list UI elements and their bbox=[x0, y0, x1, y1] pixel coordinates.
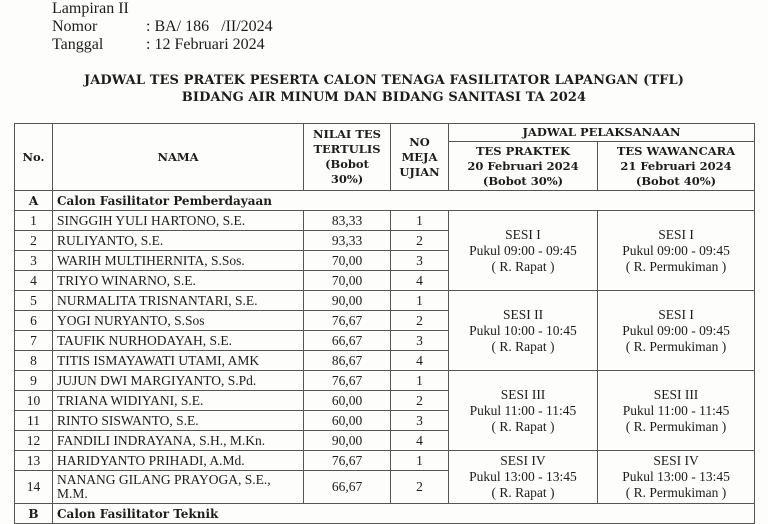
col-header-wawancara-line: 21 Februari 2024 bbox=[620, 158, 732, 173]
row-number: 10 bbox=[15, 391, 53, 411]
col-header-praktek-line: TES PRAKTEK bbox=[475, 143, 571, 158]
written-test-score: 76,67 bbox=[304, 311, 391, 331]
participant-name: TRIYO WINARNO, S.E. bbox=[53, 271, 304, 291]
col-header-nilai-line: TERTULIS bbox=[313, 142, 381, 156]
desk-number: 3 bbox=[391, 251, 449, 271]
written-test-score: 60,00 bbox=[304, 411, 391, 431]
row-number: 3 bbox=[15, 251, 53, 271]
participant-name: RINTO SISWANTO, S.E. bbox=[53, 411, 304, 431]
desk-number: 4 bbox=[391, 351, 449, 371]
col-header-praktek-line: (Bobot 30%) bbox=[482, 173, 564, 188]
written-test-score: 70,00 bbox=[304, 271, 391, 291]
col-header-meja-line: NO bbox=[409, 134, 430, 149]
participant-name: HARIDYANTO PRIHADI, A.Md. bbox=[53, 451, 304, 471]
session-ruang: ( R. Rapat ) bbox=[491, 258, 555, 274]
nomor-value: : BA/ 186 /II/2024 bbox=[146, 18, 273, 35]
session-pukul: Pukul 09:00 - 09:45 bbox=[469, 242, 577, 258]
written-test-score: 66,67 bbox=[304, 471, 391, 504]
nomor-row bbox=[52, 18, 273, 36]
row-number: 2 bbox=[15, 231, 53, 251]
lampiran-label: Lampiran II bbox=[52, 0, 129, 17]
desk-number: 1 bbox=[391, 211, 449, 231]
col-header-nilai-line: 30%) bbox=[330, 172, 364, 186]
participant-name: TAUFIK NURHODAYAH, S.E. bbox=[53, 331, 304, 351]
session-ruang: ( R. Permukiman ) bbox=[625, 338, 727, 354]
row-number: 11 bbox=[15, 411, 53, 431]
practical-test-session bbox=[449, 211, 598, 291]
row-number: 13 bbox=[15, 451, 53, 471]
section-letter: A bbox=[15, 191, 53, 211]
practical-test-session bbox=[449, 291, 598, 371]
title-line-1: JADWAL TES PRATEK PESERTA CALON TENAGA FASILITATOR LAPANGAN (TFL) bbox=[84, 73, 684, 88]
participant-name: NURMALITA TRISNANTARI, S.E. bbox=[53, 291, 304, 311]
practical-test-session bbox=[449, 371, 598, 451]
session-pukul: Pukul 13:00 - 13:45 bbox=[469, 469, 577, 484]
schedule-table bbox=[14, 123, 755, 524]
session-ruang: ( R. Rapat ) bbox=[491, 485, 555, 500]
row-number: 1 bbox=[15, 211, 53, 231]
col-header-meja bbox=[391, 124, 449, 191]
desk-number: 3 bbox=[391, 331, 449, 351]
table-row bbox=[15, 371, 755, 391]
written-test-score: 76,67 bbox=[304, 451, 391, 471]
session-pukul: Pukul 09:00 - 09:45 bbox=[622, 242, 730, 258]
table-row bbox=[15, 211, 755, 231]
written-test-score: 90,00 bbox=[304, 431, 391, 451]
desk-number: 2 bbox=[391, 231, 449, 251]
section-row bbox=[15, 191, 755, 211]
desk-number: 1 bbox=[391, 371, 449, 391]
session-pukul: Pukul 09:00 - 09:45 bbox=[622, 322, 730, 338]
session-sesi: SESI III bbox=[653, 386, 699, 402]
desk-number: 2 bbox=[391, 391, 449, 411]
session-ruang: ( R. Permukiman ) bbox=[625, 418, 727, 434]
table-row bbox=[15, 451, 755, 471]
participant-name: RULIYANTO, S.E. bbox=[53, 231, 304, 251]
row-number: 6 bbox=[15, 311, 53, 331]
session-sesi: SESI IV bbox=[500, 453, 546, 468]
session-pukul: Pukul 13:00 - 13:45 bbox=[622, 469, 730, 484]
col-header-jadwal: JADWAL PELAKSANAAN bbox=[449, 124, 755, 142]
participant-name: SINGGIH YULI HARTONO, S.E. bbox=[53, 211, 304, 231]
col-header-nilai bbox=[304, 124, 391, 191]
nomor-label: Nomor bbox=[52, 18, 98, 35]
col-header-meja-line: UJIAN bbox=[399, 164, 440, 179]
col-header-wawancara-line: (Bobot 40%) bbox=[635, 173, 717, 188]
document-meta bbox=[52, 0, 273, 54]
desk-number: 4 bbox=[391, 271, 449, 291]
written-test-score: 86,67 bbox=[304, 351, 391, 371]
session-sesi: SESI I bbox=[658, 226, 694, 242]
participant-name: TITIS ISMAYAWATI UTAMI, AMK bbox=[53, 351, 304, 371]
desk-number: 3 bbox=[391, 411, 449, 431]
tanggal-label: Tanggal bbox=[52, 36, 104, 53]
table-row bbox=[15, 291, 755, 311]
session-sesi: SESI I bbox=[658, 306, 694, 322]
session-pukul: Pukul 10:00 - 10:45 bbox=[469, 322, 577, 338]
session-sesi: SESI III bbox=[500, 386, 546, 402]
participant-name: JUJUN DWI MARGIYANTO, S.Pd. bbox=[53, 371, 304, 391]
row-number: 12 bbox=[15, 431, 53, 451]
title-line-2: BIDANG AIR MINUM DAN BIDANG SANITASI TA 2024 bbox=[181, 90, 587, 105]
document-title bbox=[0, 72, 768, 106]
section-row bbox=[15, 504, 755, 524]
row-number: 7 bbox=[15, 331, 53, 351]
tanggal-row bbox=[52, 36, 273, 54]
written-test-score: 66,67 bbox=[304, 331, 391, 351]
desk-number: 4 bbox=[391, 431, 449, 451]
session-ruang: ( R. Permukiman ) bbox=[625, 485, 727, 500]
session-ruang: ( R. Rapat ) bbox=[491, 418, 555, 434]
participant-name: FANDILI INDRAYANA, S.H., M.Kn. bbox=[53, 431, 304, 451]
desk-number: 1 bbox=[391, 291, 449, 311]
desk-number: 2 bbox=[391, 471, 449, 504]
written-test-score: 83,33 bbox=[304, 211, 391, 231]
participant-name: WARIH MULTIHERNITA, S.Sos. bbox=[53, 251, 304, 271]
participant-name: YOGI NURYANTO, S.Sos bbox=[53, 311, 304, 331]
row-number: 4 bbox=[15, 271, 53, 291]
desk-number: 1 bbox=[391, 451, 449, 471]
col-header-meja-line: MEJA bbox=[401, 149, 438, 164]
written-test-score: 70,00 bbox=[304, 251, 391, 271]
participant-name: NANANG GILANG PRAYOGA, S.E., M.M. bbox=[53, 471, 304, 504]
session-pukul: Pukul 11:00 - 11:45 bbox=[469, 402, 577, 418]
section-label: Calon Fasilitator Pemberdayaan bbox=[53, 191, 755, 211]
written-test-score: 90,00 bbox=[304, 291, 391, 311]
col-header-nama: NAMA bbox=[53, 124, 304, 191]
interview-session bbox=[598, 451, 755, 504]
written-test-score: 93,33 bbox=[304, 231, 391, 251]
interview-session bbox=[598, 211, 755, 291]
session-sesi: SESI II bbox=[502, 306, 544, 322]
row-number: 14 bbox=[15, 471, 53, 504]
col-header-praktek-line: 20 Februari 2024 bbox=[467, 158, 579, 173]
session-sesi: SESI I bbox=[505, 226, 541, 242]
session-sesi: SESI IV bbox=[653, 453, 699, 468]
col-header-nilai-line: NILAI TES bbox=[313, 127, 381, 141]
col-header-praktek bbox=[449, 142, 598, 191]
participant-name: TRIANA WIDIYANI, S.E. bbox=[53, 391, 304, 411]
row-number: 5 bbox=[15, 291, 53, 311]
desk-number: 2 bbox=[391, 311, 449, 331]
col-header-no: No. bbox=[15, 124, 53, 191]
col-header-wawancara-line: TES WAWANCARA bbox=[616, 143, 736, 158]
row-number: 9 bbox=[15, 371, 53, 391]
session-ruang: ( R. Rapat ) bbox=[491, 338, 555, 354]
col-header-nilai-line: (Bobot bbox=[325, 157, 369, 171]
interview-session bbox=[598, 371, 755, 451]
schedule-body bbox=[15, 191, 755, 524]
col-header-wawancara bbox=[598, 142, 755, 191]
interview-session bbox=[598, 291, 755, 371]
written-test-score: 76,67 bbox=[304, 371, 391, 391]
section-label: Calon Fasilitator Teknik bbox=[53, 504, 755, 524]
section-letter: B bbox=[15, 504, 53, 524]
tanggal-value: : 12 Februari 2024 bbox=[146, 36, 265, 53]
session-pukul: Pukul 11:00 - 11:45 bbox=[622, 402, 730, 418]
practical-test-session bbox=[449, 451, 598, 504]
session-ruang: ( R. Permukiman ) bbox=[625, 258, 727, 274]
row-number: 8 bbox=[15, 351, 53, 371]
written-test-score: 60,00 bbox=[304, 391, 391, 411]
